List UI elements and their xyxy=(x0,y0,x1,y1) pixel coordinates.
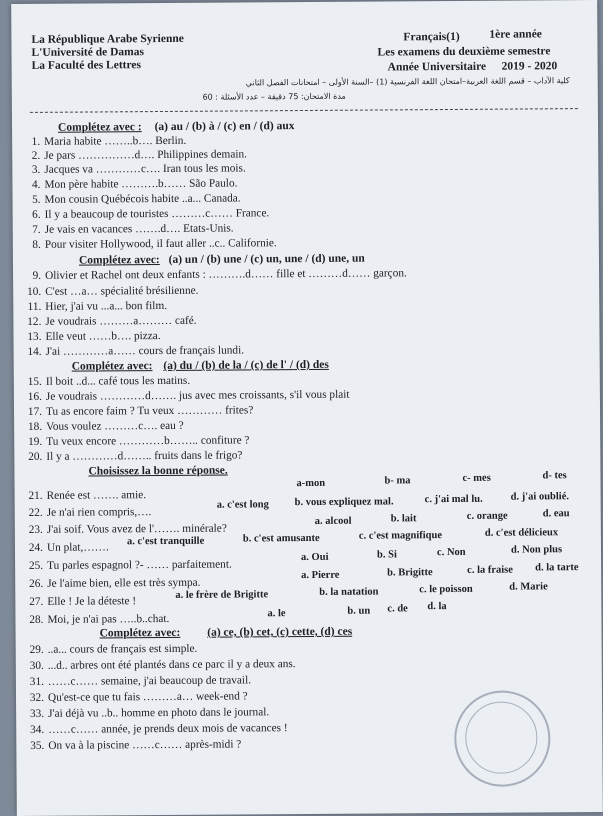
question-10: 10. C'est …a… spécialité brésilienne. xyxy=(27,284,199,298)
q21-option-b: b- ma xyxy=(384,475,411,487)
question-1: 1. Maria habite ……..b…. Berlin. xyxy=(31,134,187,148)
question-9: 9. Olivier et Rachel ont deux enfants : ……….d…… fille et ………d…… garçon. xyxy=(32,267,407,282)
academic-year: 2019 - 2020 xyxy=(501,60,558,73)
question-2: 2. Je pars ……………d…. Philippines demain. xyxy=(31,148,247,162)
q27-option-a: a. le frère de Brigitte xyxy=(175,589,269,601)
course-name: Français(1) xyxy=(403,30,460,44)
q24-option-c: c. c'est magnifique xyxy=(358,530,443,542)
q27-option-d: d. Marie xyxy=(509,581,548,593)
question-21: 21. Renée est ……. amie. xyxy=(28,489,147,502)
header-divider xyxy=(30,108,578,113)
question-14: 14. J'ai …………a…… cours de français lundi. xyxy=(27,344,245,358)
question-7: 7. Je vais en vacances …….d…. Etats-Unis. xyxy=(32,222,234,236)
q23-option-d: d. eau xyxy=(542,508,570,520)
q26-option-a: a. Pierre xyxy=(301,569,340,582)
q23-option-c: c. orange xyxy=(466,510,508,522)
question-30: 30. ...d.. arbres ont été plantés dans ce parc il y a deux ans. xyxy=(29,658,296,672)
faculty-name: La Faculté des Lettres xyxy=(31,59,141,72)
section2-options: (a) un / (b) une / (c) un, une / (d) une, un xyxy=(168,252,365,266)
q22-option-b: b. vous expliquez mal. xyxy=(294,496,394,509)
question-20: 20. Il y a …………d…….. fruits dans le frigo? xyxy=(28,449,243,463)
year-label: 1ère année xyxy=(489,28,542,41)
question-11: 11. Hier, j'ai vu ...a... bon film. xyxy=(27,299,168,313)
q28-option-a: a. le xyxy=(267,608,286,620)
section1-title: Complétez avec : xyxy=(57,121,142,134)
question-33: 33. J'ai déjà vu ..b.. homme en photo dans le journal. xyxy=(29,706,270,720)
question-6: 6. Il y a beaucoup de touristes ………c…… France. xyxy=(32,207,270,221)
q23-option-b: b. lait xyxy=(390,513,417,525)
question-12: 12. Je voudrais ………a……… café. xyxy=(27,314,197,328)
q27-option-b: b. la natation xyxy=(319,586,379,598)
section2-title: Complétez avec: xyxy=(78,254,160,267)
q25-option-c: c. Non xyxy=(436,546,466,559)
question-31: 31. ……c…… semaine, j'ai beaucoup de travail. xyxy=(29,674,252,688)
republic-name: La République Arabe Syrienne xyxy=(31,32,184,46)
q21-option-d: d- tes xyxy=(542,470,567,482)
q25-option-d: d. Non plus xyxy=(510,544,563,556)
q26-option-c: c. la fraise xyxy=(467,564,513,576)
exam-name: Les examens du deuxième semestre xyxy=(377,45,551,59)
question-23: 23. J'ai soif. Vous avez de l'……. minérale? xyxy=(28,522,227,536)
q23-option-a: a. alcool xyxy=(314,515,352,527)
q26-option-b: b. Brigitte xyxy=(387,567,433,579)
question-17: 17. Tu as encore faim ? Tu veux ………… frites? xyxy=(27,404,254,418)
arabic-header-line1: كلية الآداب – قسم اللغة العربية–امتحان اللغة الفرنسية (1) –السنة الأولى – امتحانات الفصل الثاني xyxy=(245,76,570,88)
q24-option-d: d. c'est délicieux xyxy=(484,527,559,539)
question-35: 35. On va à la piscine ……c…… après-midi ? xyxy=(30,738,242,752)
q24-option-b: b. c'est amusante xyxy=(242,532,320,545)
q28-option-c: c. de xyxy=(387,603,408,615)
q27-option-c: c. le poisson xyxy=(419,583,473,596)
question-8: 8. Pour visiter Hollywood, il faut aller ..c.. Californie. xyxy=(32,237,277,251)
q26-option-d: d. la tarte xyxy=(535,562,579,574)
official-stamp xyxy=(454,690,551,787)
q22-option-a: a. c'est long xyxy=(216,499,269,511)
section4-title: Choisissez la bonne réponse. xyxy=(88,464,228,478)
question-16: 16. Je voudrais …………d……. jus avec mes croissants, s'il vous plait xyxy=(27,388,350,403)
question-18: 18. Vous voulez ………c…. eau ? xyxy=(27,419,184,433)
question-29: 29. ..a... cours de français est simple. xyxy=(29,642,198,656)
section1-options: (a) au / (b) à / (c) en / (d) aux xyxy=(154,120,295,134)
q25-option-a: a. Oui xyxy=(301,551,329,564)
question-28: 28. Moi, je n'ai pas …..b..chat. xyxy=(29,612,170,626)
section5-options: (a) ce, (b) cet, (c) cette, (d) ces xyxy=(207,625,353,639)
academic-year-label: Année Universitaire xyxy=(387,60,487,74)
q25-option-b: b. Si xyxy=(376,549,397,561)
section3-title: Complétez avec: xyxy=(71,360,153,373)
question-32: 32. Qu'est-ce que tu fais ………a… week-end ? xyxy=(29,690,248,704)
section3-options: (a) du / (b) de la / (c) de l' / (d) des xyxy=(163,358,329,373)
question-15: 15. Il boit ..d... café tous les matins. xyxy=(27,374,191,388)
question-5: 5. Mon cousin Québécois habite ..a... Canada. xyxy=(32,192,241,206)
university-name: L'Université de Damas xyxy=(31,46,144,59)
q21-option-c: c- mes xyxy=(462,472,491,484)
q21-option-a: a-mon xyxy=(296,477,326,490)
q22-option-d: d. j'ai oublié. xyxy=(510,491,570,503)
q22-option-c: c. j'ai mal lu. xyxy=(424,493,483,506)
question-13: 13. Elle veut ……b…. pizza. xyxy=(27,330,161,343)
question-24: 24. Un plat,……. xyxy=(28,541,109,554)
arabic-header-line2: مدة الامتحان: 75 دقيقة – عدد الأسئلة : 60 xyxy=(202,91,346,102)
question-34: 34. ……c…… année, je prends deux mois de vacances ! xyxy=(30,722,288,736)
q28-option-d: d. la xyxy=(427,601,447,613)
question-22: 22. Je n'ai rien compris,…. xyxy=(28,506,152,519)
question-19: 19. Tu veux encore …………b…….. confiture ? xyxy=(28,434,250,448)
exam-sheet xyxy=(11,0,603,816)
question-25: 25. Tu parles espagnol ?- …… parfaitement. xyxy=(28,558,232,572)
question-27: 27. Elle ! Je la déteste ! xyxy=(29,595,137,608)
question-3: 3. Jacques va …………c…. Iran tous les mois. xyxy=(31,162,246,176)
section5-title: Complétez avec: xyxy=(99,626,181,640)
question-4: 4. Mon père habite ……….b…… São Paulo. xyxy=(31,177,238,191)
q24-option-a: a. c'est tranquille xyxy=(126,535,205,548)
q28-option-b: b. un xyxy=(347,605,371,617)
question-26: 26. Je l'aime bien, elle est très sympa. xyxy=(29,576,201,590)
